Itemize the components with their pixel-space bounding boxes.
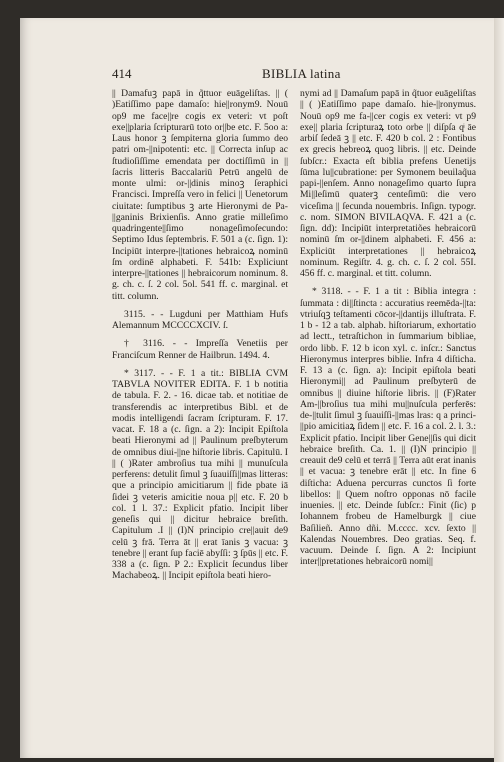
entry-continuation: || Damafuꝫ papā in q̃ttuor euāgeliſtas. || ( )Eatiſſimo pape damaſo: hie||ronym9. Nouū op9 me face||re cogis ex veteri: vt poſt exe||plaria ſcripturarū toto or||be etc. F. 5oo a: Laus honor ꝫ ſempiterna gloria ſummo deo patri om-||nipotenti: etc. || Correcta inſup ac ſtudioſiſſime emendata per doctiſſimū in || ſacris litteris Baccalariū Petrū angelū de monte ulmi: or-||dinis minoꝫ ſeraphici Francisci. Impreſſa vero in felici || Uenetorum ciuitate: ſumptibus ꝫ arte Hieronymi de Pa-||ganinis Brixienſis. Anno gratie milleſimo quadringente||ſimo nonageſimoſecundo: Septimo Idus ſeptembris. F. 501 a (c. ſign. 1): Incipiūt interpre-||tationes hebraicoꝝ nominū ſm ordinē alphabeti. F. 541b: Expliciunt interpre-||tationes || hebraicorum nominum. 8. g. ch. c. ſ. 2 col. 5ol. 541 ff. c. marginal. et titt. column. bbox=[112, 88, 288, 302]
catalog-entry: 3115. - - Lugduni per Matthiam Hufs Alemannum MCCCCXCIV. ſ. bbox=[112, 308, 288, 331]
running-head: BIBLIA latina bbox=[262, 66, 341, 81]
left-column bbox=[112, 88, 288, 589]
page-header bbox=[112, 66, 474, 84]
catalog-entry: * 3117. - - F. 1 a tit.: BIBLIA CVM TABVLA NOVITER EDITA. F. 1 b notitia de tabula. F. 2. - 16. dicae tab. et notitiae de transferendis ac interpretibus Bibl. et de modis intelligendi ſacram ſcripturam. F. 17. vacat. F. 18 a (c. ſign. a 2): Incipit Epiſtola beati Hieronymi ad || Paulinum preſbyterum de omnibus diui-||ne hiſtorie libris. Capitulū. I || ( )Rater ambroſius tua mihi || munuſcula perferens: detulit ſimul ꝫ ſuauiſſi||mas litteras: que a principio amicitiarum || fide pbate iā ſidei ꝫ veteris amicitie noua p|| etc. F. 20 b col. 1 l. 37.: Explicit pfatio. Incipit liber geneſis qui || dicitur hebraice breſith. Capitulum .I || (I)N principio cre||auit de9 celū ꝫ frā. Terra āt || erat īanis ꝫ vacua: ꝫ tenebre || erant ſup faciē abyſſi: ꝫ ſpūs || etc. F. 338 a (c. ſign. P 2.: Explicit ſecundus liber Machabeoꝝ. || Incipit epiſtola beati hiero- bbox=[112, 367, 288, 582]
right-column bbox=[300, 88, 476, 575]
entry-continuation: nymi ad || Damaſum papā in q̃tuor euāgeliſtas || ( )Eatiſſimo pape damaſo. hie-||ronymus. Nouū op9 me fa-||cer cogis ex veteri: vt p9 exe|| plaria ſcripturaꝝ toto orbe || diſpſa qͥ āe arbiſ ſedeā ꝫ || etc. F. 420 b col. 2 : Fontibus ex grecis hebreoꝝ quoꝫ libris. || etc. Deinde ſubſcr.: Exacta eſt biblia prefens Uenetijs ſūma lu||cubratione: per Symonem beuilaq̃ua papi-||enſem. Anno nonageſimo quarto ſupra Mi||leſimū quaterꝫ centeſimū: die vero viceſima || ſecunda nouembris. Inſign. typogr. c. nom. SIMON BIVILAQVA. F. 421 a (c. ſign. dd): Incipiūt interpretatiões hebraicorū nominū ſm or-||dinem alphabeti. F. 456 a: Expliciūt interpretationes || hebraicoꝝ nominum. Regiſtr. 4. g. ch. c. ſ. 2 col. 55I. 456 ff. c. marginal. et titt. column. bbox=[300, 88, 476, 279]
catalog-entry: † 3116. - - Impreſſa Venetiis per Franciſcum Renner de Hailbrun. 1494. 4. bbox=[112, 338, 288, 361]
page-number: 414 bbox=[112, 66, 132, 81]
page-right-edge bbox=[494, 18, 504, 762]
catalog-entry: * 3118. - - F. 1 a tit : Biblia integra : ſummata : di||ſtincta : accuratius reemēda-||ta: vtriuſqꝫ teſtamenti cōcor-||dantijs illuſtrata. F. 1 b - 12 a tab. alphab. hiſtoriarum, exhortatio ad lectt., tetraſtichon in ſummarium bibliae, ordo libb. F. 12 b icon xyl. c. inſcr.: Sanctus Hieronymus interpres biblie. Infra 4 diſticha. F. 13 a (c. ſign. a): Incipit epiſtola beati Hieronymi|| ad Paulinum preſbyterū de omnibus || diuine hiſtorie libris. || (F)Rater Am-||broſius tua mihi mu||nuſcula perferēs: de-||tulit ſimul ꝫ ſuauiſſi-||mas lras: q a princi-||pio amicitiaꝝ ſidem || etc. F. 16 a col. 2. l. 3.: Explicit pfatio. Incipit liber Gene||ſis qui dicit hebraice breſith. Ca. 1. || (I)N principio || creauit de9 celū et terrā || Terra aūt erat inanis || et vacua: ꝫ tenebre erāt || etc. In fine 6 diſticha: Aduena percurras cunctos ſi forte libellos: || Quem noſtro opponas nō facile inuenies. || etc. Deinde ſubſcr.: Finit (ſic) p Iohannem frobeu de Hamelburgk || ciue Baſilieñ. Anno dñi. M.cccc. xcv. ſexto || Kalendas Nouembres. Deo gratias. Seq. f. vacuum. Deinde ſ. ſign. A 2: Incipiunt inter||pretationes hebraicorū nomi|| bbox=[300, 286, 476, 568]
